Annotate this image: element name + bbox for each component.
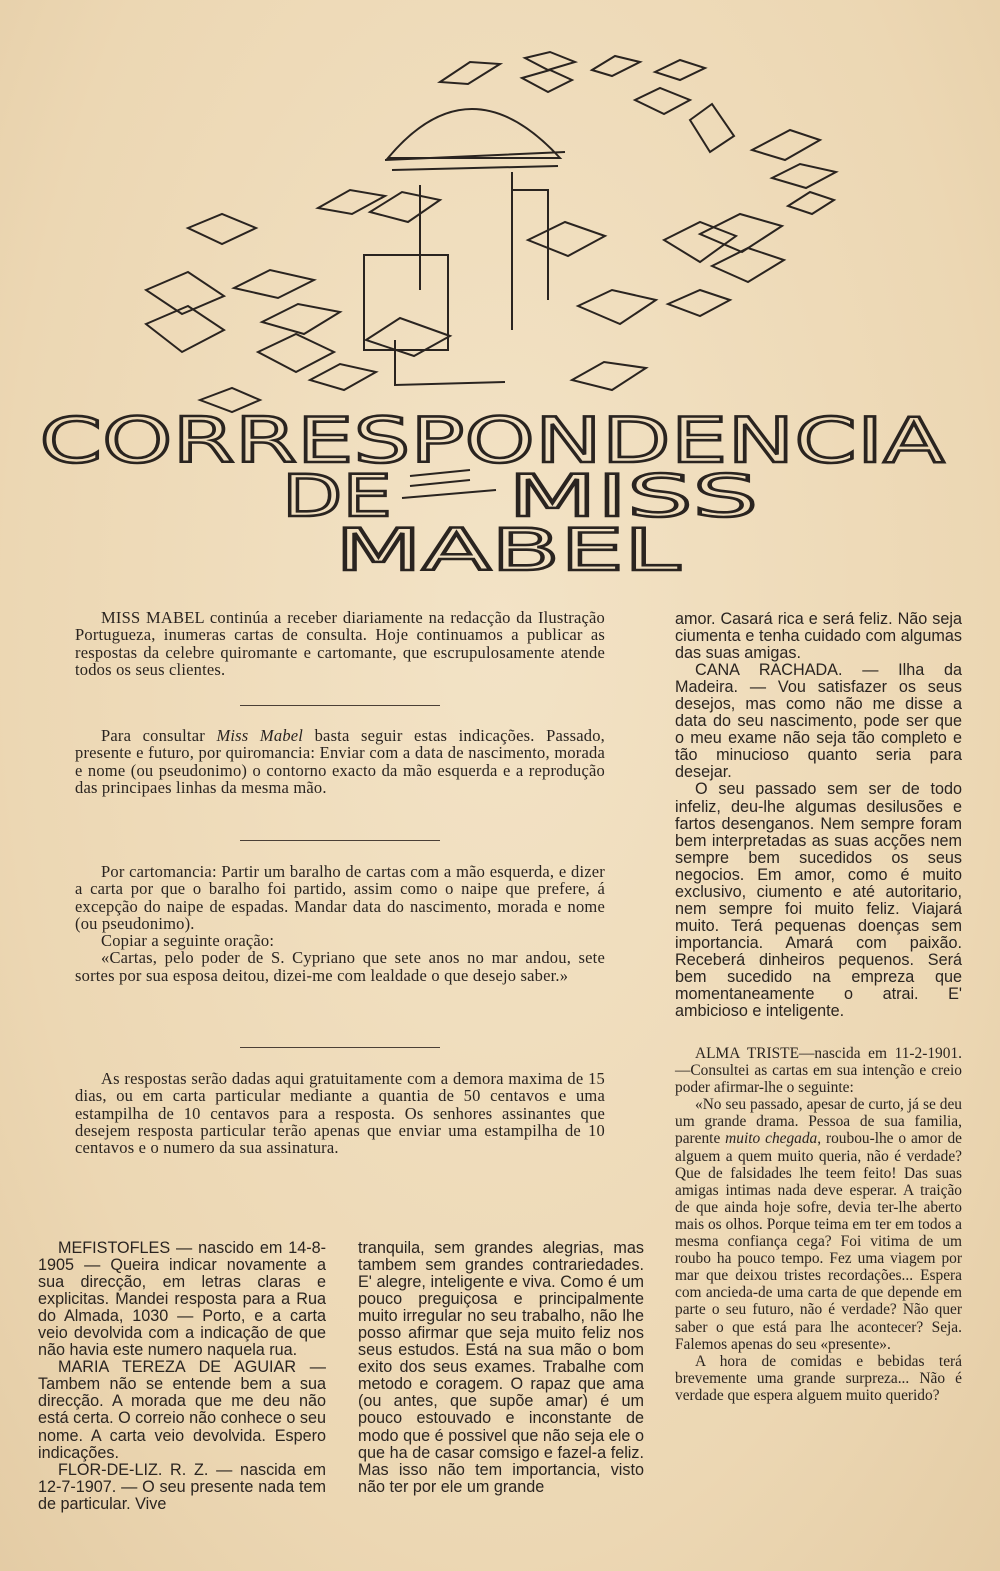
- prayer-text: «Cartas, pelo poder de S. Cypriano que sete anos no mar andou, sete sortes por sua esposa deitou, dizei-me com lealdade o que desejo saber.»: [75, 948, 605, 985]
- reply-flor-de-liz-cont: tranquila, sem grandes alegrias, mas tambem sem grandes contrariedades. E' alegre, inteligente e viva. Como é um pouco preguiçosa e principalmente muito irregular no seu trabalho, não lhe posso afirmar que seja muito feliz nos seus estudos. Está na sua mão o bom exito dos seus exames. Trabalhe com metodo e coragem. O rapaz que ama (ou antes, que supõe amar) é um pouco estouvado e inconstante de modo que é possivel que não seja ele o que ha de casar comsigo e fazel-a feliz. Mas isso não tem importancia, visto não ter por ele um grande: [358, 1239, 644, 1496]
- reply-mefistofles: MEFISTOFLES — nascido em 14-8-1905 — Queira indicar novamente a sua direcção, em letras claras e explicitas. Mandei resposta para a Rua do Almada, 1030 — Porto, e a carta veio devolvida com a indicação de que não havia este numero naquela rua.: [38, 1239, 326, 1360]
- divider: [240, 840, 440, 841]
- column-2: [358, 1240, 644, 1496]
- reply-maria-tereza: MARIA TEREZA DE AGUIAR — Tambem não se entende bem a sua direcção. A morada que me deu não está certa. O correio não conhece o seu nome. A carta veio devolvida. Espero indicações.: [38, 1358, 326, 1462]
- instructions-cartomancy: [75, 863, 605, 984]
- title-line-3: MABEL: [335, 516, 680, 584]
- reply-alma-triste-reading: [675, 1096, 962, 1352]
- reply-flor-de-liz-end: amor. Casará rica e será feliz. Não seja ciumenta e tenha cuidado com algumas das suas amigas.: [675, 610, 962, 663]
- column-3-top: [675, 611, 962, 1020]
- column-1: [38, 1240, 326, 1513]
- pricing-paragraph: [75, 1070, 605, 1156]
- divider: [240, 1047, 440, 1048]
- reply-cana-rachada: CANA RACHADA. — Ilha da Madeira. — Vou satisfazer os seus desejos, mas como não me disse a data do seu nascimento, pode ser que o meu exame não seja tão completo e tão minucioso quanto seria para desejar.: [675, 661, 962, 782]
- instructions-palmistry: [75, 727, 605, 796]
- intro-text: MISS MABEL continúa a receber diariamente na redacção da Ilustração Portugueza, inumeras cartas de consulta. Hoje continuamos a publicar as respostas da celebre quiromante e cartomante, que escrupulosamente atende todos os seus clientes.: [75, 608, 605, 679]
- text: Para consultar: [101, 726, 217, 745]
- text: , roubou-lhe o amor de alguem a quem muito queria, não é verdade? Que de falsidades lhe teem feito! Das suas amigas intimas nada deve esperar. A traição de que ainda hoje sofre, devia ter-lhe aberto mais os olhos. Porque teima em ter em todos a mesma confiança cega? Foi vitima de um roubo ha pouco tempo. Fez uma viagem por mar que deixou tristes recordações... Espera com ancieda-de uma carta de que depende em parte o seu futuro, não é verdade? Não quer saber o que está para lhe acontecer? Seja. Falemos apenas do seu «presente».: [675, 1130, 962, 1353]
- miss-mabel-emphasis: Miss Mabel: [216, 726, 304, 745]
- column-3-bottom: [675, 1045, 962, 1404]
- divider: [240, 705, 440, 706]
- reply-flor-de-liz: FLOR-DE-LIZ. R. Z. — nascida em 12-7-1907. — O seu presente nada tem de particular. Vive: [38, 1460, 326, 1513]
- title-line-1: CORRESPONDENCIA: [39, 404, 945, 477]
- prayer-label: Copiar a seguinte oração:: [101, 931, 275, 951]
- pricing-text: As respostas serão dadas aqui gratuitamente com a demora maxima de 15 dias, ou em carta particular mediante a quantia de 50 centavos e uma estampilha de 10 centavos para a resposta. Os senhores assinantes que desejem resposta particular terão apenas que enviar uma estampilha de 10 centavos e o numero da sua assinatura.: [75, 1069, 605, 1158]
- title-line-2-miss: MISS: [508, 462, 758, 530]
- reply-cana-rachada-cont: O seu passado sem ser de todo infeliz, deu-lhe algumas desilusões e fartos desenganos. Nem sempre foram bem interpretadas as suas acções nem sempre bem sucedidos os seus negocios. Em amor, como é muito exclusivo, ciumento e até autoritario, nem sempre foi muito feliz. Viajará muito. Terá pequenas doenças sem importancia. Amará com paixão. Receberá dinheiros pequenos. Será bem sucedido na empreza que momentaneamente o atrai. E' ambicioso e inteligente.: [675, 780, 962, 1021]
- cards-and-jar-drawing: [0, 0, 1000, 590]
- playing-card-icons: [146, 52, 836, 412]
- text: «No seu passado, apesar de curto, já se deu um grande drama. Pessoa de sua familia, parente: [675, 1096, 962, 1148]
- reply-alma-triste-end: A hora de comidas e bebidas terá brevemente uma grande surpreza... Não é verdade que espera alguem muito querido?: [675, 1352, 962, 1404]
- title-line-2-de: DE: [282, 462, 392, 530]
- emphasis: muito chegada: [725, 1130, 818, 1148]
- cartomancy-text: Por cartomancia: Partir um baralho de cartas com a mão esquerda, e dizer a carta por que o baralho foi partido, assim como o naipe que prefere, á excepção do naipe de espadas. Mandar data do nascimento, morada e nome (ou pseudonimo).: [75, 862, 605, 933]
- palmistry-text: [75, 727, 605, 796]
- intro-paragraph: [75, 609, 605, 678]
- reply-alma-triste: ALMA TRISTE—nascida em 11-2-1901.—Consultei as cartas em sua intenção e creio poder afirmar-lhe o seguinte:: [675, 1045, 962, 1097]
- text: basta seguir estas indicações. Passado, presente e futuro, por quiromancia: Enviar com a data de nascimento, morada e nome (ou pseudonimo) o contorno exacto da mão esquerda e a reprodução das principaes linhas da mesma mão.: [75, 726, 605, 797]
